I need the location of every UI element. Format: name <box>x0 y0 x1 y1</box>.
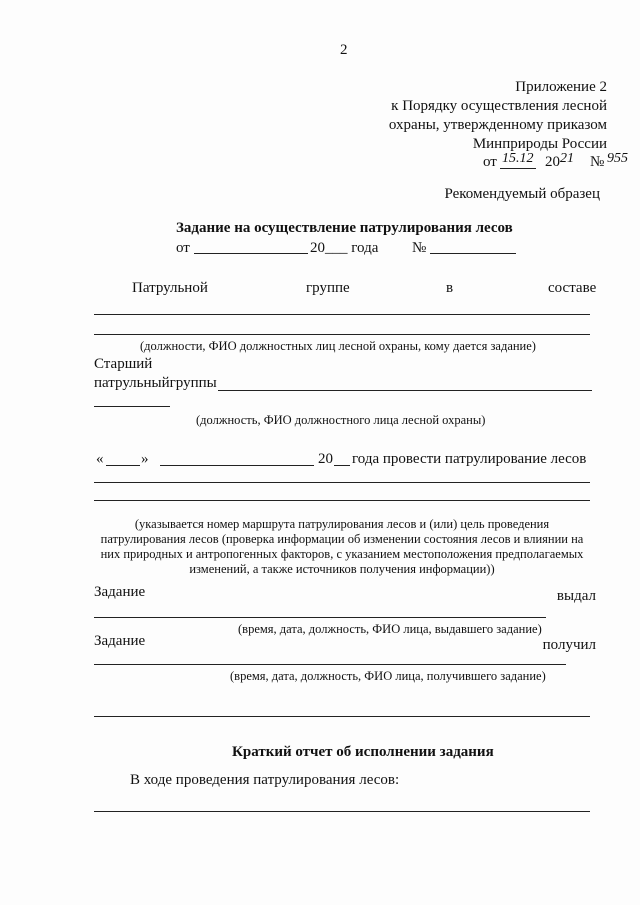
patrol-year-prefix: 20 <box>318 451 333 467</box>
report-blank-line <box>94 811 590 812</box>
patrol-year-blank <box>334 465 350 466</box>
composition-word-1: Патрульной <box>132 280 208 296</box>
composition-blank-2 <box>94 334 590 335</box>
composition-word-2: группе <box>306 280 350 296</box>
appendix-line-2: охраны, утвержденному приказом <box>388 117 607 133</box>
number-label: № <box>412 240 427 256</box>
composition-word-3: в <box>446 280 454 296</box>
caption-task-issued: (время, дата, должность, ФИО лица, выдавшего задание) <box>238 622 542 636</box>
appendix-line-3: Минприроды России <box>472 136 607 152</box>
composition-blank-1 <box>94 314 590 315</box>
document-title: Задание на осуществление патрулирования лесов <box>176 220 513 236</box>
route-blank-2 <box>94 500 590 501</box>
appendix-date-prefix: от <box>483 154 497 170</box>
caption-official: (должность, ФИО должностного лица лесной охраны) <box>196 413 486 427</box>
report-intro: В ходе проведения патрулирования лесов: <box>130 772 400 788</box>
task-issued-label: Задание <box>94 584 146 600</box>
composition-word-4: составе <box>548 280 597 296</box>
patrol-quote-open: « <box>96 451 104 467</box>
number-blank <box>430 253 516 254</box>
patrol-month-blank <box>160 465 314 466</box>
caption-route-line-3: них природных и антропогенных факторов, с указанием местоположения предполагаемых <box>100 547 584 561</box>
senior-blank-2 <box>94 406 170 407</box>
patrol-text: года провести патрулирование лесов <box>352 451 587 467</box>
senior-label-line-1: Старший <box>94 356 153 372</box>
route-blank-1 <box>94 482 590 483</box>
caption-route-line-1: (указывается номер маршрута патрулирования лесов и (или) цель проведения <box>134 517 550 531</box>
appendix-year-handwritten: 21 <box>560 151 574 166</box>
appendix-line-1: к Порядку осуществления лесной <box>391 98 607 114</box>
task-issued-blank <box>94 617 546 618</box>
senior-blank-1 <box>218 390 592 391</box>
date-blank <box>194 253 308 254</box>
caption-officials: (должности, ФИО должностных лиц лесной охраны, кому дается задание) <box>140 339 536 353</box>
appendix-title: Приложение 2 <box>515 79 607 95</box>
page-number: 2 <box>340 42 348 58</box>
task-received-label: Задание <box>94 633 146 649</box>
task-received-blank <box>94 664 566 665</box>
appendix-date-handwritten: 15.12 <box>502 151 534 166</box>
patrol-quote-close: » <box>141 451 149 467</box>
report-title: Краткий отчет об исполнении задания <box>232 744 494 760</box>
senior-label-line-2: патрульныйгруппы <box>94 375 217 391</box>
appendix-number-prefix: № <box>590 154 605 170</box>
caption-route-line-4: изменений, а также источников получения информации)) <box>189 562 495 576</box>
extra-blank-line <box>94 716 590 717</box>
date-from-label: от <box>176 240 190 256</box>
patrol-day-blank <box>106 465 140 466</box>
appendix-date-underline <box>500 168 536 169</box>
task-issued-right: выдал <box>556 588 596 604</box>
date-year-label: 20___ года <box>310 240 379 256</box>
recommended-sample-label: Рекомендуемый образец <box>444 186 600 202</box>
task-received-right: получил <box>542 637 596 653</box>
appendix-year-prefix: 20 <box>545 154 560 170</box>
caption-route-line-2: патрулирования лесов (проверка информации об изменении состояния лесов и влиянии на <box>100 532 584 546</box>
caption-task-received: (время, дата, должность, ФИО лица, получившего задание) <box>230 669 546 683</box>
appendix-number-handwritten: 955 <box>607 151 628 166</box>
